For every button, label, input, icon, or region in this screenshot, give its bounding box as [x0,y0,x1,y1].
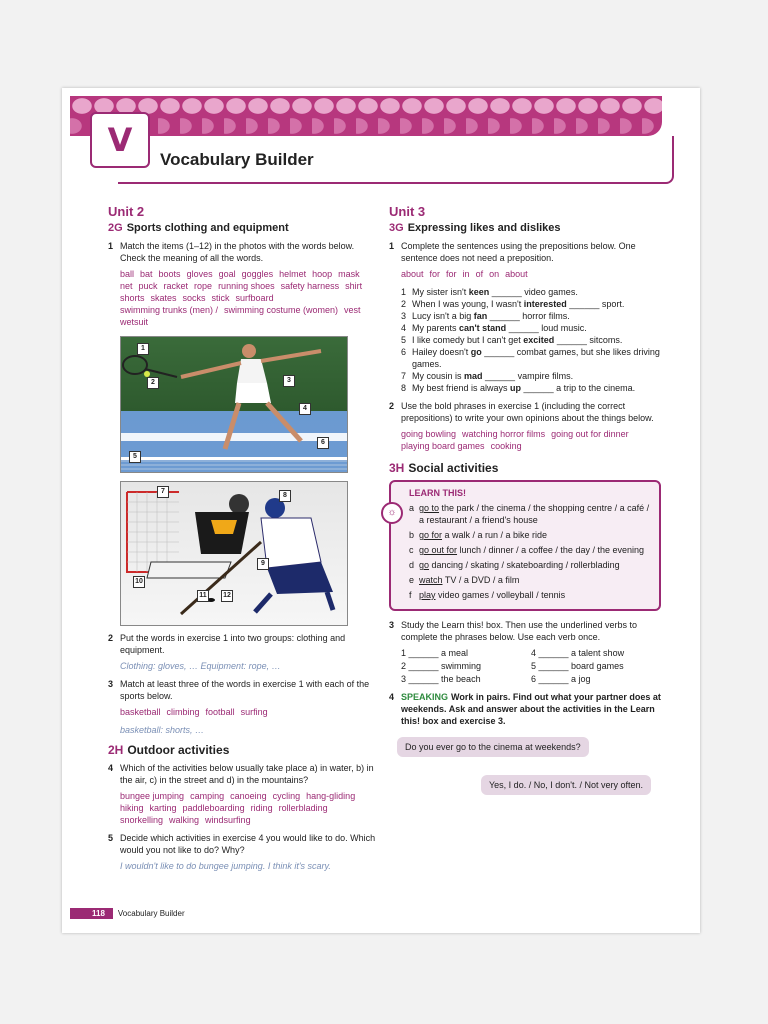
learn-item-rest: lunch / dinner / a coffee / the day / the evening [457,545,644,555]
word-item: on [489,269,500,279]
exercise-number: 4 [108,763,114,773]
hockey-photo [120,481,348,626]
word-item: hoop [312,269,333,279]
underlined-verb: go to [419,503,440,513]
sentence-text [412,310,570,322]
word-item: basketball [120,707,161,717]
page-title: Vocabulary Builder [160,150,314,169]
sentence-text [412,346,661,370]
exercise-number: 2 [389,401,395,411]
underlined-verb: go for [419,530,443,540]
exercise-number: 4 [389,692,395,702]
learn-item-rest: TV / a DVD / a film [442,575,520,585]
page [62,88,700,933]
word-item: bat [140,269,153,279]
learn-item-text [419,502,651,526]
bold-phrase: fan [473,311,488,321]
page-number: 118 [70,908,113,919]
word-list [401,428,661,452]
sentence-item [401,322,661,334]
word-item: walking [169,815,200,825]
word-item: camping [190,791,225,801]
sentence-end: ______ horror films. [487,311,570,321]
exercise-text: Match the items (1–12) in the photos with the words below. Check the meaning of all the words. [120,241,355,263]
learn-item-rest: the park / the cinema / the shopping centre / a café / a restaurant / a friend's house [419,503,650,525]
underlined-verb: go [419,560,430,570]
word-item: cycling [272,791,301,801]
section-title: Social activities [408,461,499,475]
photo-label: 8 [279,490,291,502]
word-item: vest [344,305,361,315]
photo-label: 4 [299,403,311,415]
sentence-item [401,346,661,370]
sentence-end: ______ sitcoms. [554,335,623,345]
sentence-text [412,286,578,298]
sentence-list [401,286,661,394]
word-item: canoeing [230,791,267,801]
exercise-5 [108,832,380,856]
learn-item-letter: a [409,503,415,513]
word-item: going out for dinner [551,429,629,439]
photo-label: 9 [257,558,269,570]
learn-item-rest: video games / volleyball / tennis [435,590,566,600]
learn-item [409,502,651,526]
sentence-item [401,286,661,298]
hockey-illustration [121,482,347,625]
learn-this-title: LEARN THIS! [409,488,466,498]
section-title: Outdoor activities [127,743,230,757]
word-item: wetsuit [120,317,149,327]
exercise-text: Complete the sentences using the prepositions below. One sentence does not need a preposition. [401,241,636,263]
bold-phrase: go [470,347,482,357]
photo-label: 1 [137,343,149,355]
sentence-number: 3 [401,311,407,321]
sentence-start: My cousin is [412,371,465,381]
section-heading [389,462,661,474]
unit-heading: Unit 2 [108,204,145,219]
word-item: helmet [279,269,307,279]
sentence-text [412,334,622,346]
word-item: hiking [120,803,144,813]
word-list [401,268,661,280]
learn-this-box [389,480,661,611]
phrase-item: 3 ______ the beach [401,674,481,684]
learn-item-letter: d [409,560,415,570]
sentence-item [401,310,661,322]
learn-item-letter: e [409,575,415,585]
word-item: of [475,269,484,279]
word-item: windsurfing [205,815,251,825]
learn-item [409,529,651,541]
example-answer: Clothing: gloves, … Equipment: rope, … [120,661,281,671]
word-item: shirt [345,281,363,291]
word-list [120,268,380,328]
learn-item-letter: f [409,590,412,600]
section-heading [108,222,380,234]
word-item: goggles [241,269,274,279]
word-item: net [120,281,133,291]
sentence-text [412,370,573,382]
exercise-text: Which of the activities below usually take place a) in water, b) in the air, c) in the street and d) in the mountains? [120,763,374,785]
sentence-item [401,370,661,382]
word-item: ball [120,269,135,279]
word-item: puck [138,281,158,291]
word-item: safety harness [280,281,340,291]
learn-item-text [419,574,519,586]
word-item: hang-gliding [306,791,356,801]
learn-item [409,574,651,586]
sentence-start: My sister isn't [412,287,469,297]
word-item: watching horror films [462,429,546,439]
word-item: snorkelling [120,815,164,825]
exercise-1 [108,240,380,264]
word-item: about [505,269,528,279]
header-pattern [70,96,662,136]
word-item: goal [218,269,236,279]
exercise-3 [108,678,380,702]
word-item: stick [211,293,230,303]
right-column [389,206,661,795]
example-answer: I wouldn't like to do bungee jumping. I think it's scary. [120,861,331,871]
learn-item [409,589,651,601]
learn-item-rest: dancing / skating / skateboarding / rollerblading [429,560,620,570]
exercise-number: 5 [108,833,114,843]
learn-item-text [419,589,565,601]
exercise-text: Put the words in exercise 1 into two groups: clothing and equipment. [120,633,346,655]
sentence-text [412,298,624,310]
word-item: skates [150,293,177,303]
word-item: racket [163,281,189,291]
section-title: Expressing likes and dislikes [407,222,561,234]
word-item: boots [158,269,181,279]
phrase-item: 4 ______ a talent show [531,648,625,658]
underlined-verb: go out for [419,545,458,555]
photo-label: 3 [283,375,295,387]
sentence-number: 6 [401,347,407,357]
word-item: playing board games [401,441,485,451]
exercise-number: 3 [389,620,395,630]
learn-item [409,544,651,556]
learn-item [409,559,651,571]
exercise-text: Match at least three of the words in exercise 1 with each of the sports below. [120,679,370,701]
tennis-illustration [121,337,347,472]
sentence-number: 1 [401,287,407,297]
section-heading [389,222,661,234]
sentence-item [401,382,661,394]
sentence-start: Lucy isn't a big [412,311,474,321]
page-footer [70,908,185,919]
sentence-start: My parents [412,323,460,333]
word-item: climbing [166,707,200,717]
section-code: 2H [108,743,124,757]
sentence-number: 4 [401,323,407,333]
learn-item-letter: c [409,545,414,555]
word-item: gloves [186,269,213,279]
sentence-item [401,334,661,346]
speech-bubble-question: Do you ever go to the cinema at weekends? [397,737,589,757]
word-item: surfing [240,707,268,717]
exercise-1 [389,240,661,264]
phrase-item: 2 ______ swimming [401,661,482,671]
photo-label: 2 [147,377,159,389]
word-item: karting [149,803,177,813]
word-item: shorts [120,293,145,303]
photo-label: 11 [197,590,209,602]
bold-phrase: interested [523,299,567,309]
word-item: paddleboarding [182,803,245,813]
sentence-start: I like comedy but I can't get [412,335,524,345]
example-answer: basketball: shorts, … [120,725,205,735]
exercise-number: 1 [389,241,395,251]
section-title: Sports clothing and equipment [126,222,289,234]
sentence-end: ______ combat games, but she likes driving games. [412,347,660,369]
exercise-text: Decide which activities in exercise 4 you would like to do. Which would you not like to do? Why? [120,833,376,855]
sentence-number: 7 [401,371,407,381]
learn-this-list [409,502,651,601]
section-code: 3G [389,222,404,234]
word-item: rollerblading [278,803,328,813]
sentence-text [412,322,587,334]
section-badge [90,112,150,168]
learn-item-text [419,529,547,541]
underlined-verb: play [419,590,436,600]
word-item: in [462,269,470,279]
word-item: bungee jumping [120,791,185,801]
sentence-end: ______ sport. [566,299,625,309]
lightbulb-icon: ☼ [381,502,403,524]
exercise-number: 2 [108,633,114,643]
bold-phrase: up [510,383,522,393]
word-item: socks [182,293,206,303]
underlined-verb: watch [419,575,443,585]
word-item: surfboard [235,293,274,303]
photo-label: 12 [221,590,233,602]
exercise-4 [108,762,380,786]
word-list [120,706,380,718]
learn-item-text [419,559,620,571]
word-item: going bowling [401,429,457,439]
exercise-4 [389,691,661,727]
word-item: cooking [490,441,522,451]
sentence-number: 8 [401,383,407,393]
word-item: riding [250,803,273,813]
left-column [108,206,380,878]
phrase-grid [401,647,661,685]
word-item: running shoes [218,281,275,291]
phrase-item: 6 ______ a jog [531,674,591,684]
learn-item-letter: b [409,530,415,540]
word-item: for [429,269,441,279]
section-code: 3H [389,461,405,475]
photo-label: 10 [133,576,145,588]
sentence-end: ______ loud music. [506,323,587,333]
exercise-text: Work in pairs. Find out what your partner does at weekends. Ask and answer about the activities in the Learn this! box and exercise 3. [401,692,661,726]
word-item: about [401,269,424,279]
speech-bubble-answer: Yes, I do. / No, I don't. / Not very often. [481,775,651,795]
photo-label: 5 [129,451,141,463]
learn-item-rest: a walk / a run / a bike ride [442,530,548,540]
speaking-label: SPEAKING [401,692,449,702]
phrase-item: 5 ______ board games [531,661,624,671]
exercise-2 [108,632,380,656]
exercise-2 [389,400,661,424]
learn-item-text [419,544,644,556]
section-code: 2G [108,222,123,234]
tennis-photo [120,336,348,473]
sentence-number: 2 [401,299,407,309]
photo-label: 6 [317,437,329,449]
footer-label: Vocabulary Builder [117,909,185,918]
word-item: swimming costume (women) [224,305,339,315]
phrase-item: 1 ______ a meal [401,648,469,658]
word-list [120,790,380,826]
exercise-number: 1 [108,241,114,251]
exercise-text: Use the bold phrases in exercise 1 (including the correct prepositions) to write your own opinions about the things below. [401,401,654,423]
bold-phrase: mad [464,371,483,381]
exercise-3 [389,619,661,643]
sentence-text [412,382,635,394]
word-item: for [446,269,457,279]
bold-phrase: excited [523,335,555,345]
photo-label: 7 [157,486,169,498]
sentence-end: ______ video games. [489,287,578,297]
exercise-text: Study the Learn this! box. Then use the underlined verbs to complete the phrases below. Use each verb once. [401,620,637,642]
unit-heading: Unit 3 [389,204,426,219]
bold-phrase: can't stand [459,323,507,333]
word-item: mask [338,269,360,279]
section-heading [108,744,380,756]
sentence-number: 5 [401,335,407,345]
word-item: football [205,707,235,717]
sentence-end: ______ a trip to the cinema. [521,383,636,393]
sentence-start: Hailey doesn't [412,347,471,357]
word-item: rope [194,281,213,291]
sentence-item [401,298,661,310]
badge-letter: V [107,121,133,159]
exercise-number: 3 [108,679,114,689]
sentence-start: When I was young, I wasn't [412,299,524,309]
sentence-end: ______ vampire films. [482,371,574,381]
sentence-start: My best friend is always [412,383,511,393]
bold-phrase: keen [468,287,490,297]
word-item: swimming trunks (men) / [120,305,219,315]
